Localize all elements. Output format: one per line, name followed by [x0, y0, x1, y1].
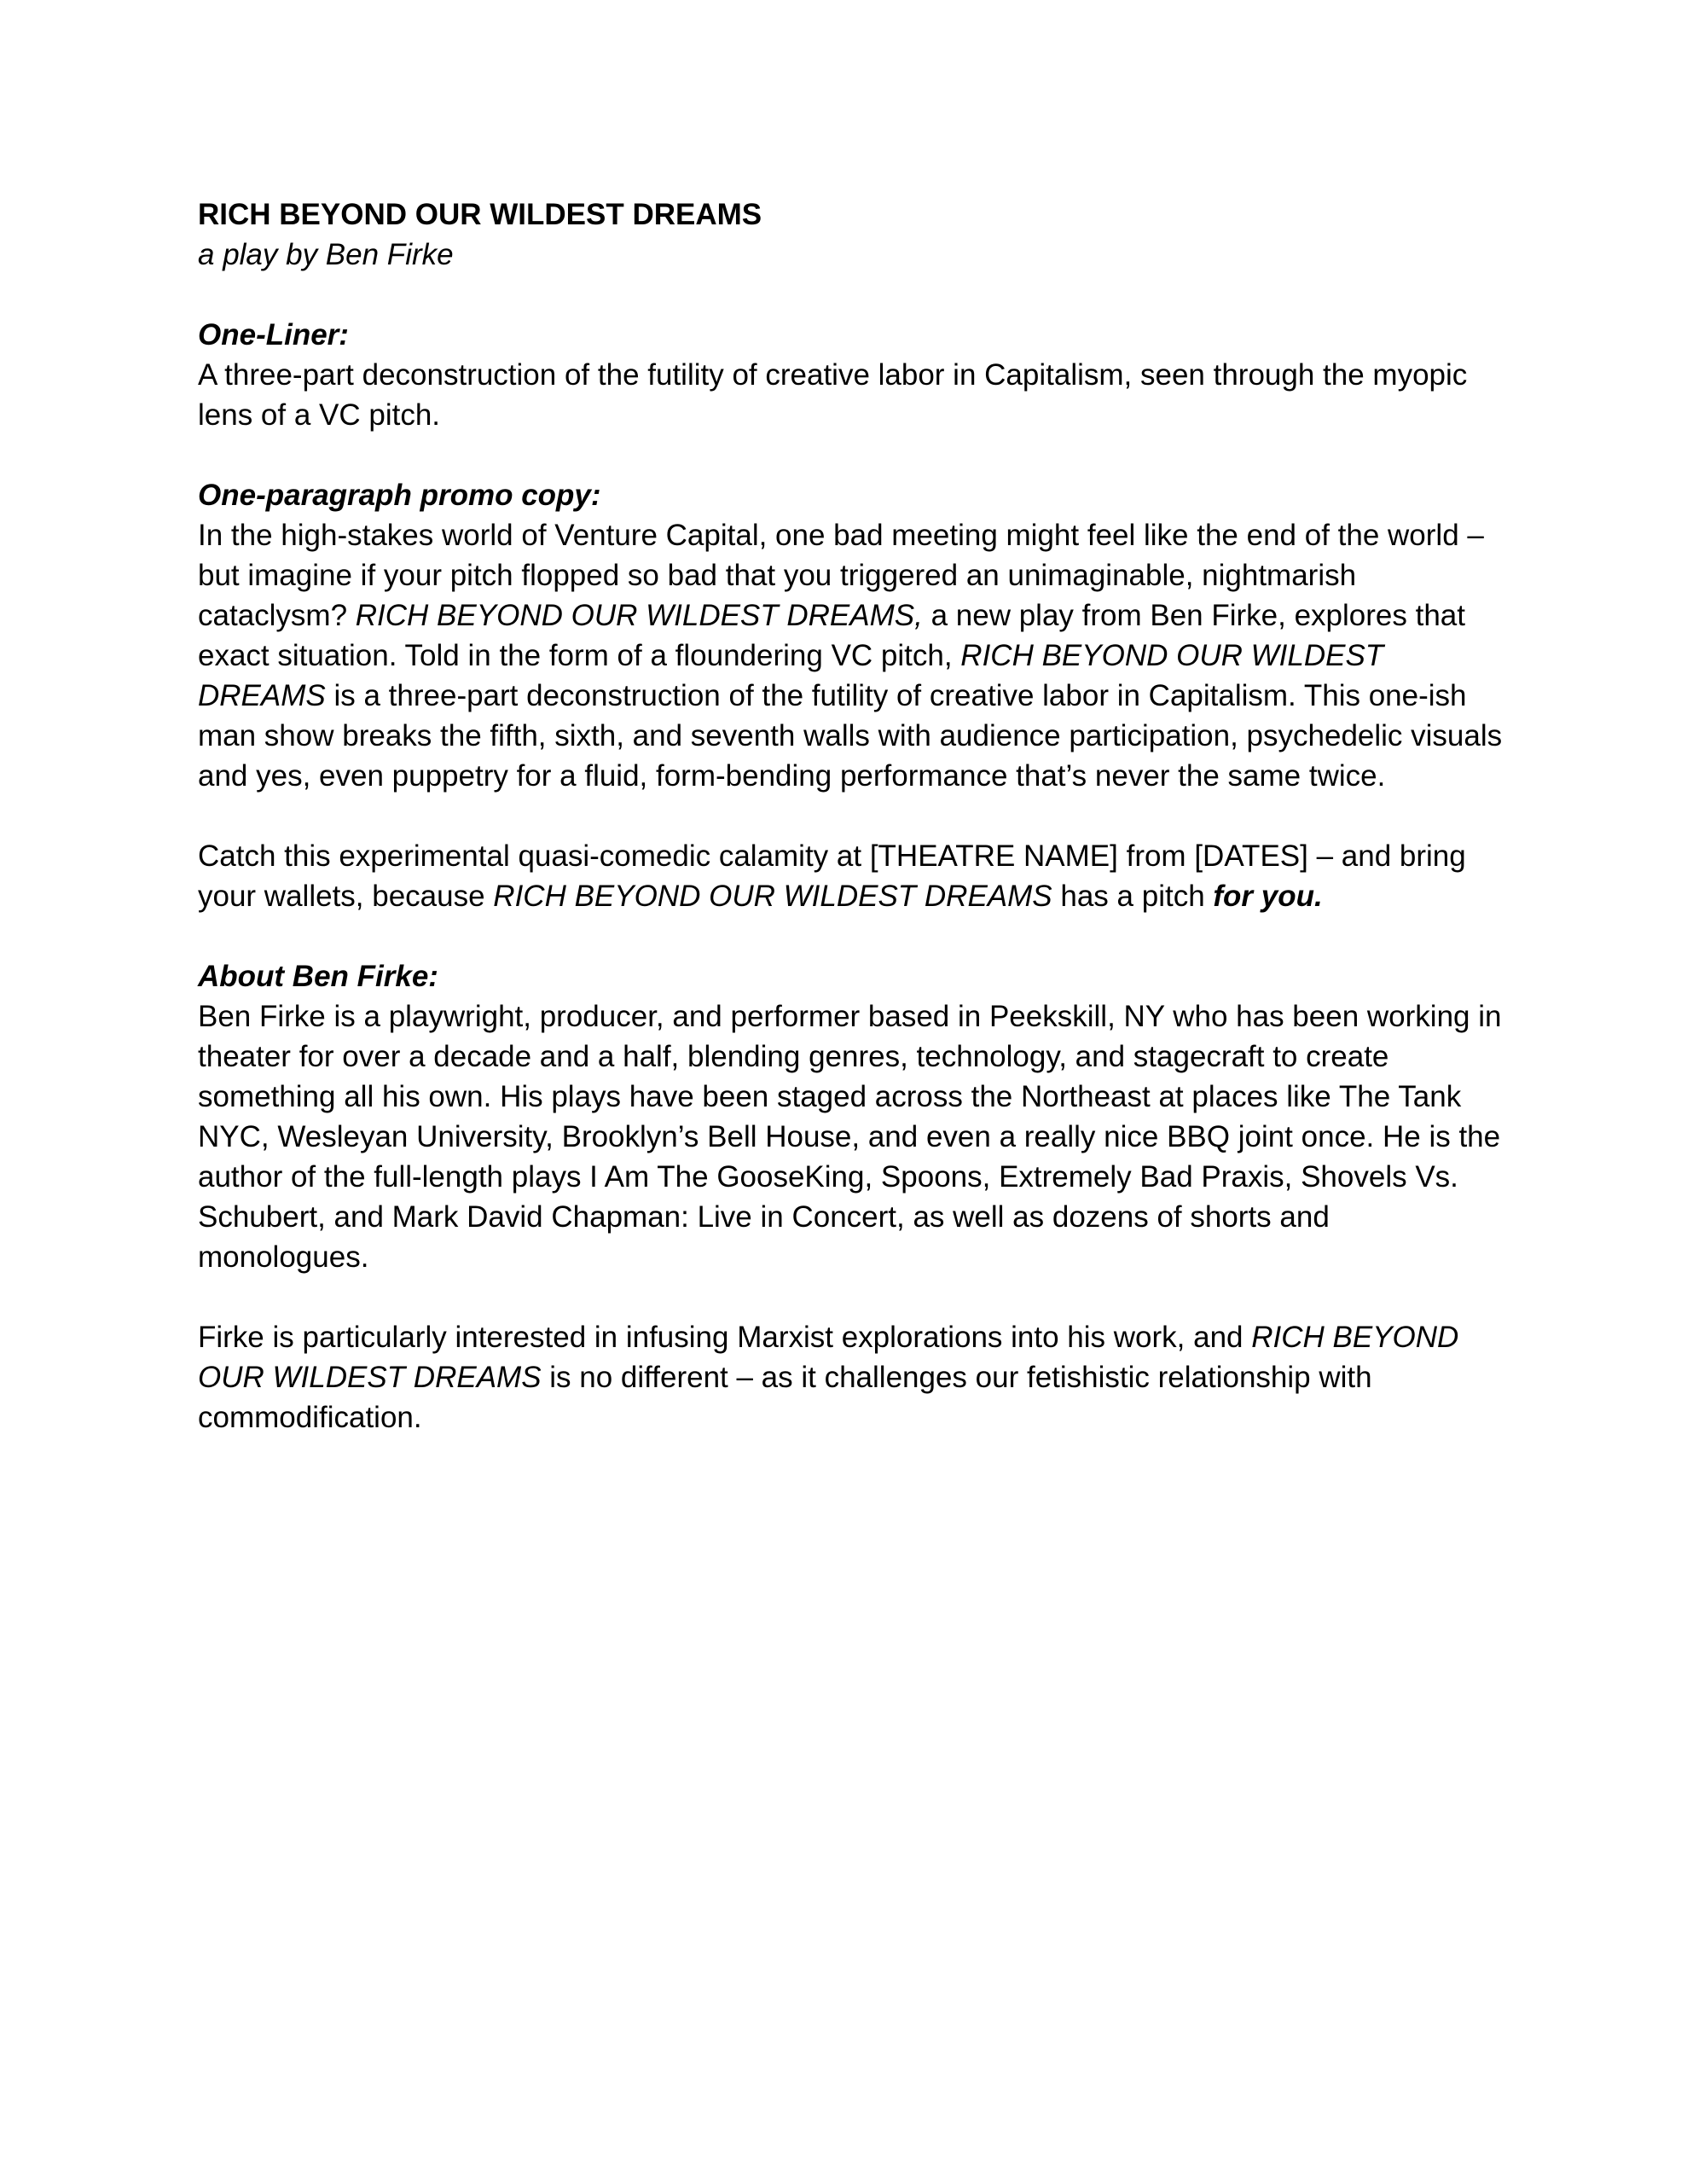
spacer	[198, 916, 1503, 956]
one-liner-heading: One-Liner:	[198, 318, 349, 351]
about-p2-text-1: Firke is particularly interested in infusing Marxist explorations into his work, and	[198, 1321, 1252, 1354]
one-liner-text: A three-part deconstruction of the futility of creative labor in Capitalism, seen through the myopic lens of a VC pitch.	[198, 358, 1468, 432]
promo-heading: One-paragraph promo copy:	[198, 479, 601, 512]
spacer	[198, 435, 1503, 475]
promo-p2-text-3: .	[1314, 880, 1323, 913]
play-title-italic: RICH BEYOND OUR WILDEST DREAMS	[493, 880, 1052, 913]
play-title-italic: RICH BEYOND OUR WILDEST DREAMS	[198, 1321, 1459, 1394]
promo-paragraph-1	[198, 515, 1503, 796]
spacer	[198, 796, 1503, 836]
for-you-emphasis: for you	[1213, 880, 1314, 913]
document-title: RICH BEYOND OUR WILDEST DREAMS	[198, 198, 762, 231]
promo-p1-text-3: is a three-part deconstruction of the futility of creative labor in Capitalism. This one-ish man show breaks the fifth, sixth, and seventh walls with audience participation, psychedelic visuals and yes, even puppetry for a fluid, form-bending performance that’s never the same twice.	[198, 679, 1503, 793]
promo-p2-text-1: Catch this experimental quasi-comedic calamity at [THEATRE NAME] from [DATES] – and bring your wallets, because	[198, 839, 1466, 913]
promo-paragraph-2	[198, 836, 1503, 916]
spacer	[198, 1277, 1503, 1317]
about-p2-text-2: is no different – as it challenges our fetishistic relationship with commodification.	[198, 1361, 1372, 1434]
promo-p1-text-2: a new play from Ben Firke, explores that exact situation. Told in the form of a floundering VC pitch,	[198, 599, 1465, 672]
document-page	[198, 195, 1503, 1438]
about-section	[198, 956, 1503, 1438]
spacer	[198, 275, 1503, 315]
promo-p1-text-1: In the high-stakes world of Venture Capital, one bad meeting might feel like the end of the world – but imagine if your pitch flopped so bad that you triggered an unimaginable, nightmarish cataclysm?	[198, 519, 1484, 632]
document-subtitle: a play by Ben Firke	[198, 238, 454, 271]
one-liner-section	[198, 315, 1503, 435]
play-title-italic: RICH BEYOND OUR WILDEST DREAMS,	[355, 599, 923, 632]
about-paragraph-1: Ben Firke is a playwright, producer, and performer based in Peekskill, NY who has been working in theater for over a decade and a half, blending genres, technology, and stagecraft to create something all his own. His plays have been staged across the Northeast at places like The Tank NYC, Wesleyan University, Brooklyn’s Bell House, and even a really nice BBQ joint once. He is the author of the full-length plays I Am The GooseKing, Spoons, Extremely Bad Praxis, Shovels Vs. Schubert, and Mark David Chapman: Live in Concert, as well as dozens of shorts and monologues.	[198, 1000, 1502, 1274]
promo-p2-text-2: has a pitch	[1052, 880, 1214, 913]
about-heading: About Ben Firke:	[198, 960, 438, 993]
promo-section	[198, 475, 1503, 916]
play-title-italic: RICH BEYOND OUR WILDEST DREAMS	[198, 639, 1384, 712]
about-paragraph-2	[198, 1317, 1503, 1438]
